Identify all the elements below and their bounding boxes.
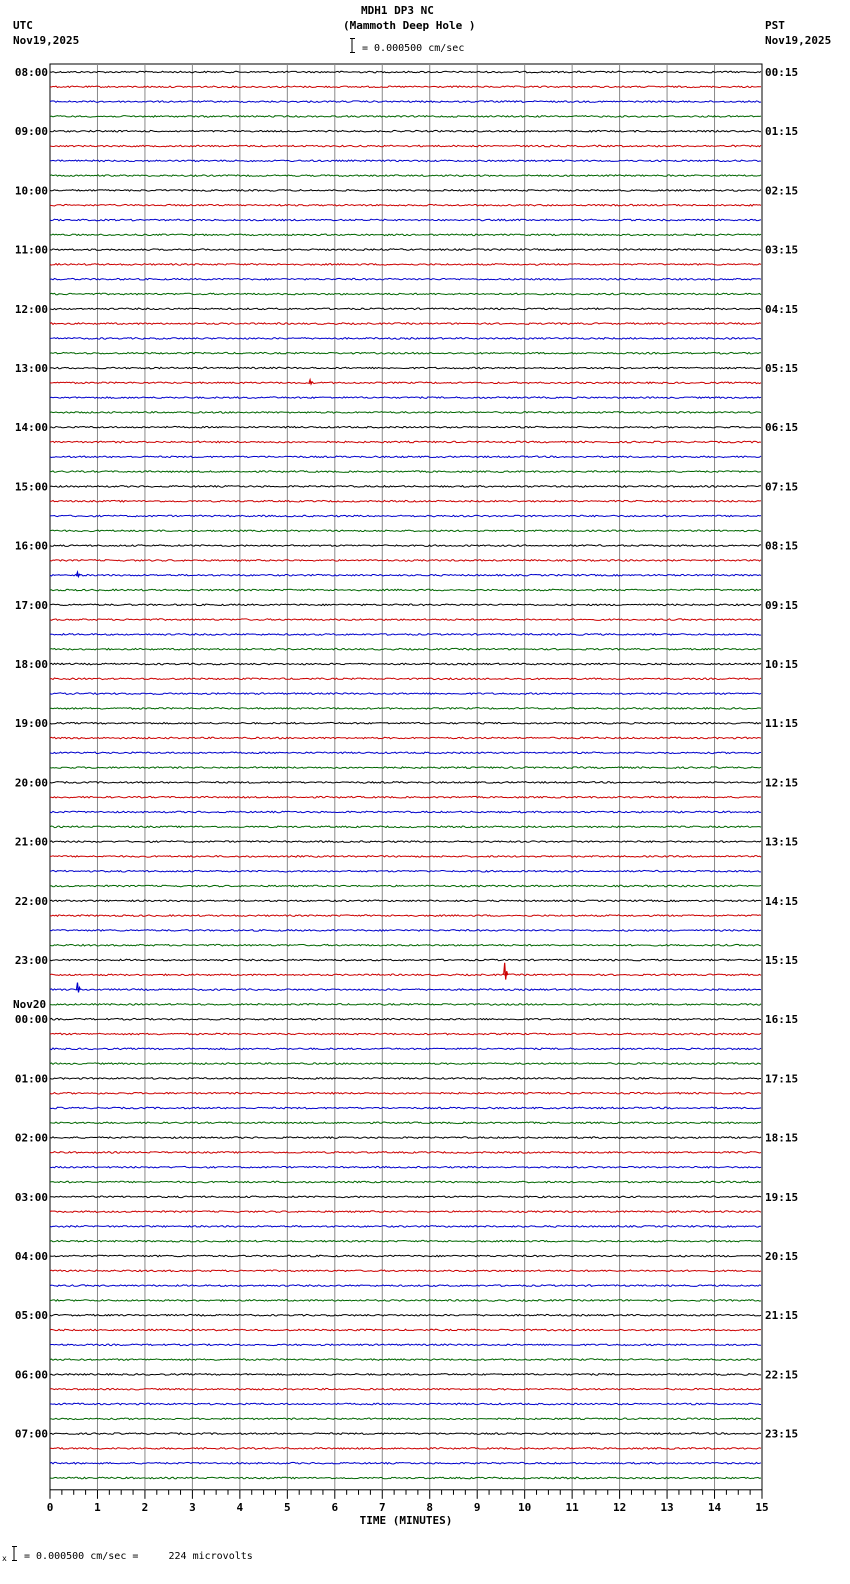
x-tick-label: 11 [565,1500,579,1514]
seismic-trace [50,219,761,221]
seismic-trace [50,308,761,310]
pst-hour-label: 03:15 [765,243,799,257]
seismic-trace [50,1152,761,1154]
seismic-trace [50,456,761,458]
scale-label: = 0.000500 cm/sec [362,43,465,54]
pst-hour-label: 21:15 [765,1309,799,1323]
utc-hour-label: 14:00 [14,421,48,435]
seismic-trace [50,441,761,443]
left-date: Nov19,2025 [13,34,80,47]
seismic-trace [50,752,761,754]
seismic-trace [50,959,761,961]
utc-hour-label: 15:00 [14,480,48,494]
seismic-trace [50,1078,761,1080]
utc-hour-label: 11:00 [14,243,48,257]
seismic-trace [50,486,761,488]
seismic-trace [50,722,761,724]
footer-scale-icon [12,1546,17,1561]
utc-hour-label: 06:00 [14,1368,48,1382]
utc-hour-label: 21:00 [14,835,48,849]
seismic-trace [50,767,761,769]
utc-hour-label: 19:00 [14,717,48,731]
seismic-trace [50,234,761,236]
x-axis-title: TIME (MINUTES) [359,1513,453,1527]
seismic-trace [50,648,761,650]
seismic-trace [50,944,761,946]
seismic-trace [50,737,761,739]
utc-hour-label: 04:00 [14,1250,48,1263]
x-tick-label: 7 [378,1500,386,1514]
seismic-trace [50,1359,761,1361]
pst-hour-label: 16:15 [765,1013,799,1027]
seismic-trace [50,1063,761,1065]
seismic-trace [50,1300,761,1302]
seismic-trace [50,190,761,192]
date-change-label: Nov20 [13,998,47,1012]
pst-hour-label: 17:15 [765,1072,799,1086]
pst-hour-label: 15:15 [765,954,799,967]
seismic-event-spike [76,983,80,993]
seismic-trace [50,1403,761,1405]
seismic-trace [50,900,761,902]
utc-hour-label: 13:00 [14,362,48,375]
pst-hour-label: 22:15 [765,1368,799,1382]
seismic-trace [50,782,761,784]
seismic-trace [50,989,761,991]
pst-hour-label: 04:15 [765,302,799,316]
seismic-trace [50,101,761,103]
seismic-trace [50,826,761,828]
seismic-trace [50,397,761,399]
seismic-trace [50,1285,761,1287]
seismic-trace [50,1270,761,1272]
seismic-trace [50,678,761,680]
pst-hour-label: 12:15 [765,776,799,790]
utc-hour-label: 03:00 [14,1190,48,1204]
x-tick-label: 12 [612,1500,627,1514]
pst-hour-label: 20:15 [765,1250,799,1263]
station-location: (Mammoth Deep Hole ) [343,19,476,32]
seismic-trace [50,116,761,118]
pst-hour-label: 01:15 [765,125,799,139]
x-tick-label: 8 [426,1500,434,1514]
pst-hour-label: 14:15 [765,894,799,908]
seismic-trace [50,1477,761,1479]
seismic-trace [50,175,761,177]
seismic-trace [50,426,761,428]
x-tick-label: 13 [660,1500,674,1514]
seismic-trace [50,870,761,872]
pst-hour-label: 18:15 [765,1131,799,1145]
utc-hour-label: 12:00 [14,302,48,316]
utc-hour-label: 18:00 [14,658,48,671]
seismic-trace [50,1448,761,1450]
x-tick-label: 4 [236,1500,244,1514]
pst-hour-label: 00:15 [765,66,799,79]
seismic-trace [50,352,761,354]
footer-scale-label: = 0.000500 cm/sec = 224 microvolts [24,1551,253,1562]
utc-hour-label: 02:00 [14,1131,48,1145]
seismic-trace [50,412,761,414]
utc-hour-label: 16:00 [14,539,48,553]
seismic-trace [50,323,761,325]
utc-hour-label: 09:00 [14,125,48,139]
seismic-trace [50,841,761,843]
x-tick-label: 1 [94,1500,101,1514]
seismic-trace [50,1137,761,1139]
seismic-trace [50,204,761,206]
seismic-trace [50,1374,761,1376]
seismic-trace [50,604,761,606]
seismic-trace [50,634,761,636]
seismic-trace [50,619,761,621]
pst-hour-label: 05:15 [765,362,799,375]
utc-hour-label: 22:00 [14,894,48,908]
seismic-trace [50,86,761,88]
x-tick-label: 15 [755,1500,769,1514]
seismic-trace [50,930,761,932]
seismic-trace [50,249,761,251]
seismic-trace [50,1166,761,1168]
seismic-trace [50,1240,761,1242]
x-tick-label: 14 [707,1500,722,1514]
x-tick-label: 6 [331,1500,339,1514]
station-title: MDH1 DP3 NC [361,4,434,17]
pst-hour-label: 08:15 [765,539,799,553]
seismic-trace [50,367,761,369]
seismic-trace [50,71,761,73]
seismic-trace [50,974,761,976]
pst-hour-label: 02:15 [765,184,799,198]
seismic-trace [50,1004,761,1006]
x-tick-label: 5 [284,1500,291,1514]
seismic-trace [50,1344,761,1346]
right-date: Nov19,2025 [765,34,832,47]
seismic-trace [50,560,761,562]
seismic-trace [50,264,761,266]
x-tick-label: 3 [189,1500,196,1514]
x-tick-label: 2 [141,1500,149,1514]
left-timezone: UTC [13,19,33,32]
seismic-trace [50,1462,761,1464]
seismic-trace [50,1329,761,1331]
utc-hour-label: 20:00 [14,776,48,790]
seismic-trace [50,1181,761,1183]
seismic-trace [50,1122,761,1124]
seismic-trace [50,856,761,858]
seismic-trace [50,1314,761,1316]
seismic-trace [50,811,761,813]
x-tick-label: 0 [46,1500,54,1514]
seismic-trace [50,1033,761,1035]
seismic-trace [50,160,761,162]
right-timezone: PST [765,19,785,32]
seismic-trace [50,1388,761,1390]
pst-hour-label: 07:15 [765,480,799,494]
utc-hour-label: 10:00 [14,184,48,198]
pst-hour-label: 23:15 [765,1427,799,1441]
seismic-trace [50,693,761,695]
seismic-trace [50,515,761,517]
utc-hour-label: 17:00 [14,598,48,612]
seismic-trace [50,1196,761,1198]
seismic-trace [50,1092,761,1094]
seismic-trace [50,130,761,132]
x-tick-label: 10 [518,1500,532,1514]
seismic-trace [50,338,761,340]
seismic-trace [50,885,761,887]
seismic-trace [50,145,761,147]
seismic-trace [50,530,761,532]
x-tick-label: 9 [473,1500,481,1514]
seismic-trace [50,1418,761,1420]
footer-scale-prefix: x [2,1554,7,1563]
utc-hour-label: 23:00 [14,954,48,967]
seismic-trace [50,278,761,280]
seismic-trace [50,293,761,295]
seismic-trace [50,1433,761,1435]
utc-hour-label: 01:00 [14,1072,48,1086]
seismic-trace [50,1018,761,1020]
seismic-trace [50,589,761,591]
plot-frame [50,64,762,1490]
seismic-trace [50,796,761,798]
seismic-event-spike [504,963,508,980]
seismic-trace [50,915,761,917]
seismic-trace [50,382,761,384]
utc-hour-label: 07:00 [14,1427,48,1441]
seismic-trace [50,1255,761,1257]
seismic-trace [50,1211,761,1213]
utc-hour-label: 08:00 [14,66,48,79]
seismic-trace [50,574,761,576]
seismic-trace [50,545,761,547]
utc-hour-label: 00:00 [14,1013,48,1027]
pst-hour-label: 19:15 [765,1190,799,1204]
seismic-trace [50,1107,761,1109]
pst-hour-label: 11:15 [765,717,799,731]
seismic-trace [50,663,761,665]
seismic-trace [50,1048,761,1050]
pst-hour-label: 06:15 [765,421,799,435]
pst-hour-label: 09:15 [765,598,799,612]
seismic-trace [50,1226,761,1228]
utc-hour-label: 05:00 [14,1309,48,1323]
pst-hour-label: 13:15 [765,835,799,849]
pst-hour-label: 10:15 [765,658,799,671]
seismic-trace [50,471,761,473]
seismic-trace [50,708,761,710]
seismic-trace [50,500,761,502]
